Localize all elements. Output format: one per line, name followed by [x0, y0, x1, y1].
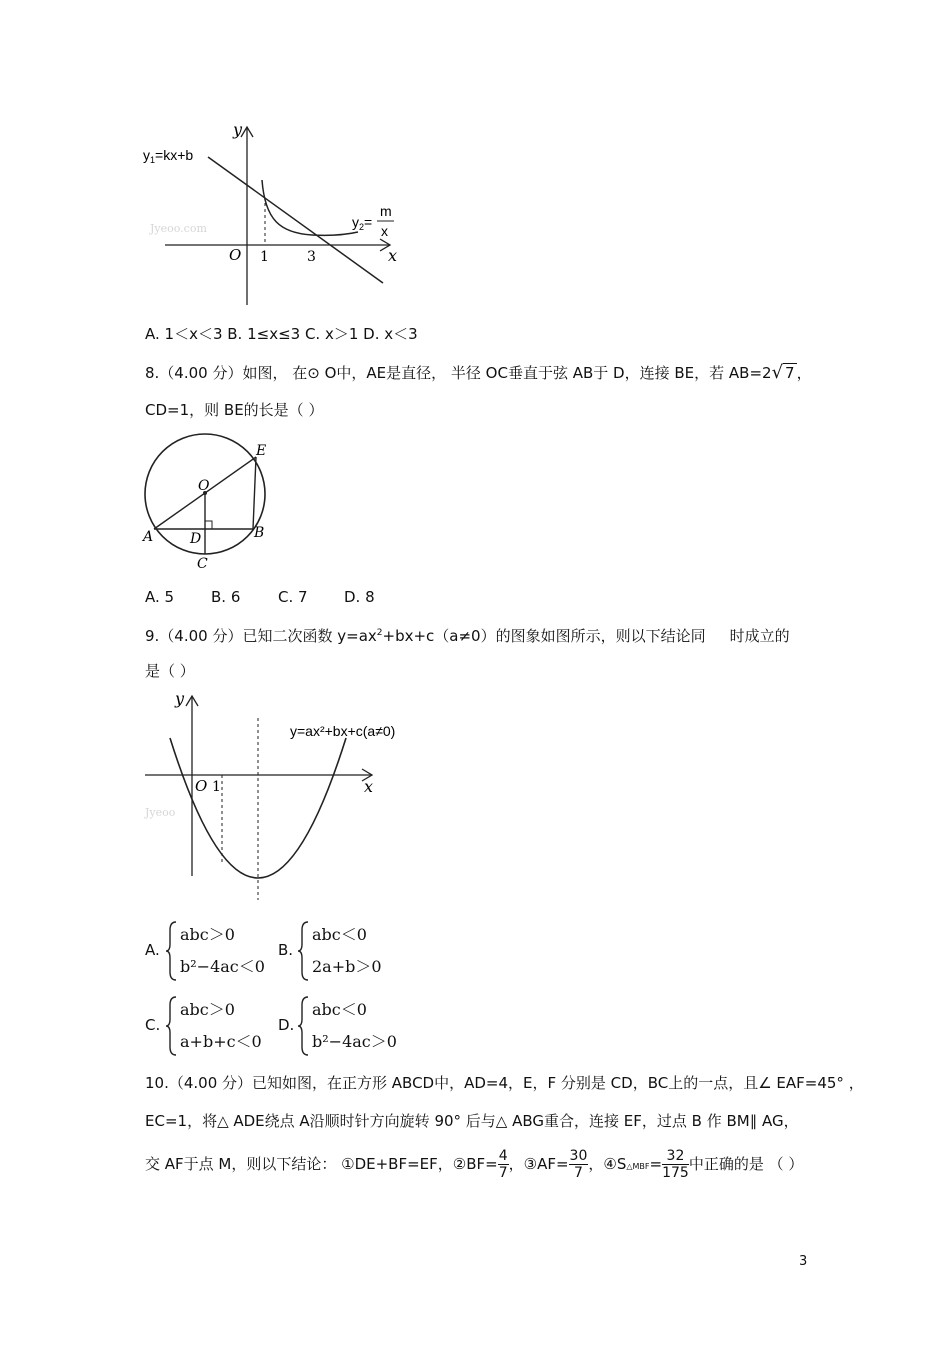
q9-option-d-line2: b²−4ac＞0	[312, 1032, 397, 1051]
q10-question-line3	[145, 1146, 803, 1185]
q9-option-d-label: D.	[278, 1016, 295, 1034]
q7-curve-label: $y_2=$	[352, 214, 373, 232]
q8-label-A: A	[143, 529, 154, 545]
sqrt-icon: √	[771, 362, 784, 383]
q8-option-c: C. 7	[278, 588, 308, 606]
q7-tick-3: 3	[307, 249, 316, 265]
q9-line1-b: +bx+c（a≠0）的图象如图所示，则以下结论同	[382, 627, 706, 645]
q10-f2-den: 7	[574, 1165, 583, 1181]
q9-option-b-label: B.	[278, 941, 294, 959]
q9-option-b-line2: 2a+b＞0	[312, 957, 382, 976]
q9-curve-label: y=ax²+bx+c(a≠0)	[290, 723, 396, 739]
q7-figure	[140, 115, 410, 315]
q10-line3-d: =	[649, 1155, 663, 1173]
q10-f1-den: 7	[498, 1165, 508, 1181]
q8-figure	[138, 428, 278, 576]
q9-option-d-line1: abc＜0	[312, 1000, 367, 1019]
q9-option-c-line2: a+b+c＜0	[180, 1032, 262, 1051]
q8-label-E: E	[256, 443, 267, 459]
q9-watermark: Jyeoo	[145, 806, 176, 819]
q9-option-b-line1: abc＜0	[312, 925, 367, 944]
q8-option-d: D. 8	[344, 588, 375, 606]
q7-curve-denominator: x	[381, 223, 388, 239]
q10-f3-num: 32	[662, 1148, 689, 1165]
q9-option-a-label: A.	[145, 941, 160, 959]
q9-option-a-line1: abc＞0	[180, 925, 235, 944]
q9-option-c-label: C.	[145, 1016, 161, 1034]
page-number: 3	[799, 1254, 808, 1269]
q7-x-axis-label: x	[388, 246, 398, 265]
q10-fraction-area	[662, 1148, 689, 1181]
q9-line1-a: 9.（4.00 分）已知二次函数 y=ax	[145, 627, 377, 645]
brace-icon	[166, 995, 178, 1057]
q7-watermark: Jyeoo.com	[150, 222, 207, 235]
q8-line1-text: 8.（4.00 分）如图， 在⊙ O中，AE是直径， 半径 OC垂直于弦 AB于 D，连接 BE，若 AB=2	[145, 364, 772, 382]
q9-option-c-line1: abc＞0	[180, 1000, 235, 1019]
q10-line3-e: 中正确的是 （ ）	[688, 1155, 804, 1173]
q10-f2-num: 30	[569, 1148, 588, 1164]
q7-y-axis-label: y	[233, 120, 243, 139]
brace-icon	[166, 920, 178, 982]
q7-tick-1: 1	[260, 249, 269, 265]
brace-icon	[298, 920, 310, 982]
q10-line3-sub: △MBF	[626, 1162, 650, 1171]
q10-fraction-bf	[498, 1148, 509, 1181]
q9-question-line1	[145, 623, 790, 646]
q8-label-B: B	[254, 525, 265, 541]
q9-question-line2: 是（ ）	[145, 662, 195, 680]
q10-question-line2: EC=1，将△ ADE绕点 A沿顺时针方向旋转 90° 后与△ ABG重合，连接 EF，过点 B 作 BM∥ AG，	[145, 1112, 799, 1130]
q10-question-line1: 10.（4.00 分）已知如图，在正方形 ABCD中，AD=4，E，F 分别是 CD，BC上的一点，且∠ EAF=45° ，	[145, 1074, 864, 1092]
q7-line-label: $y_1=kx+b$	[143, 147, 194, 165]
q9-x-axis-label: x	[364, 777, 374, 796]
q8-label-O: O	[198, 478, 210, 494]
q9-line1-c: 时成立的	[729, 627, 790, 645]
q10-fraction-af	[569, 1148, 589, 1181]
q8-question-line1	[145, 363, 812, 383]
q9-tick-1: 1	[212, 779, 221, 795]
q10-line3-a: 交 AF于点 M，则以下结论： ①DE+BF=EF，②BF=	[145, 1155, 498, 1173]
q7-curve-numerator: m	[380, 203, 392, 219]
q8-label-C: C	[197, 556, 208, 572]
q7-options: A. 1＜x＜3 B. 1≤x≤3 C. x＞1 D. x＜3	[145, 325, 418, 343]
brace-icon	[298, 995, 310, 1057]
q8-question-line2: CD=1，则 BE的长是（ ）	[145, 401, 324, 419]
q9-y-axis-label: y	[175, 689, 185, 708]
q10-f1-num: 4	[498, 1148, 508, 1164]
q7-origin-label: O	[229, 246, 242, 264]
q8-line1-suffix: ，	[796, 364, 812, 382]
q10-line3-b: ，③AF=	[508, 1155, 569, 1173]
q8-option-a: A. 5	[145, 588, 175, 606]
q8-option-b: B. 6	[211, 588, 241, 606]
q9-origin-label: O	[195, 777, 208, 795]
q8-sqrt-value: 7	[785, 364, 795, 382]
q9-option-a-line2: b²−4ac＜0	[180, 957, 265, 976]
q9-figure	[140, 688, 410, 903]
q10-f3-den: 175	[662, 1165, 689, 1181]
q9-line1-sup: 2	[376, 628, 383, 638]
q8-label-D: D	[190, 531, 202, 547]
q10-line3-c: ，④S	[588, 1155, 627, 1173]
